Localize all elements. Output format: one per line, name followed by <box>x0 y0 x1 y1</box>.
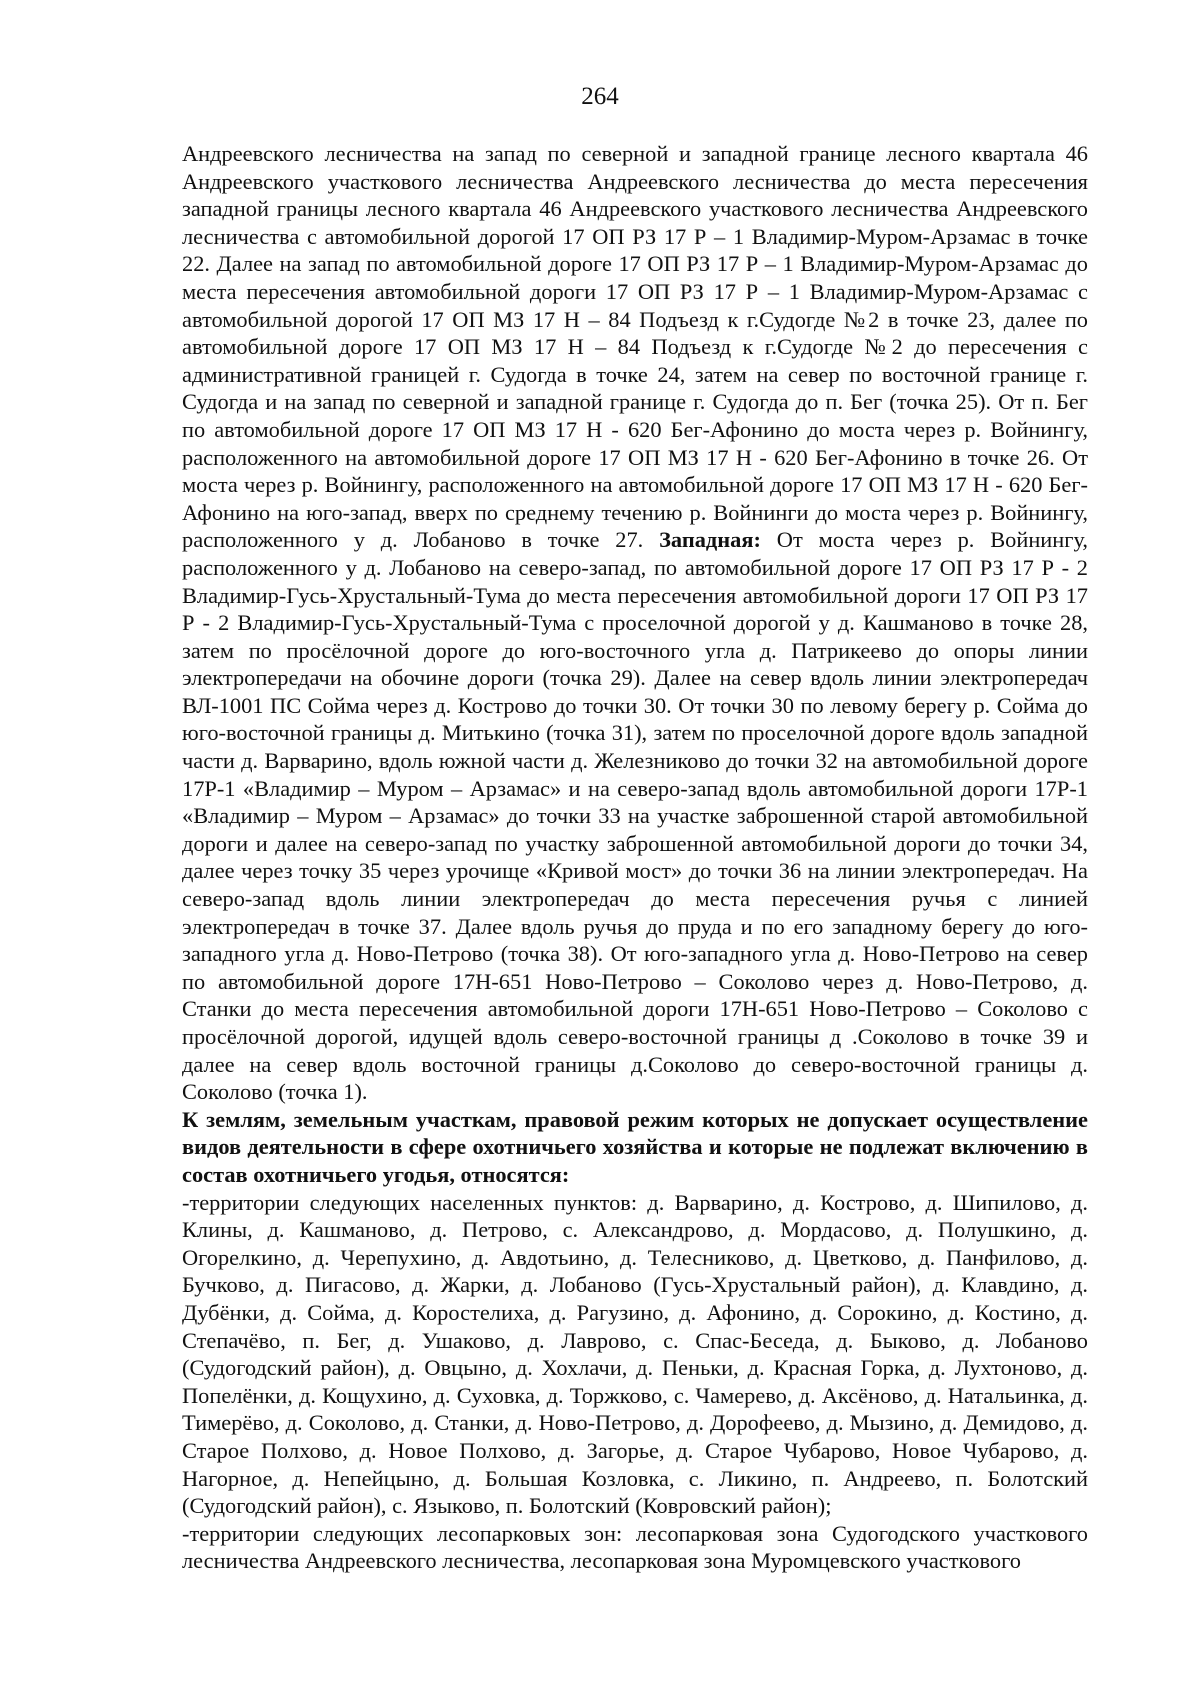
document-body <box>182 140 1088 1575</box>
excluded-lands-heading: К землям, земельным участкам, правовой режим которых не допускает осуществление видов деятельности в сфере охотничьего хозяйства и которые не подлежат включению в состав охотничьего угодья, относятся: <box>182 1106 1088 1187</box>
page-number: 264 <box>581 83 619 110</box>
settlements-list: -территории следующих населенных пунктов: д. Варварино, д. Кострово, д. Шипилово, д. Клины, д. Кашманово, д. Петрово, с. Александрово, д. Мордасово, д. Полушкино, д. Огорелкино, д. Черепухино, д. Авдотьино, д. Телесниково, д. Цветково, д. Панфилово, д. Бучково, д. Пигасово, д. Жарки, д. Лобаново (Гусь-Хрустальный район), д. Клавдино, д. Дубёнки, д. Сойма, д. Коростелиха, д. Рагузино, д. Афонино, д. Сорокино, д. Костино, д. Степачёво, п. Бег, д. Ушаково, д. Лаврово, с. Спас-Беседа, д. Быково, д. Лобаново (Судогодский район), д. Овцыно, д. Хохлачи, д. Пеньки, д. Красная Горка, д. Лухтоново, д. Попелёнки, д. Кощухино, д. Суховка, д. Торжково, с. Чамерево, д. Аксёново, д. Натальинка, д. Тимерёво, д. Соколово, д. Станки, д. Ново-Петрово, д. Дорофеево, д. Мызино, д. Демидово, д. Старое Полхово, д. Новое Полхово, д. Загорье, д. Старое Чубарово, Новое Чубарово, д. Нагорное, д. Непейцыно, д. Большая Козловка, с. Ликино, п. Андреево, п. Болотский (Судогодский район), с. Языково, п. Болотский (Ковровский район); <box>182 1189 1088 1519</box>
boundary-text-part-2: От моста через р. Войнингу, расположенного у д. Лобаново на северо-запад, по автомобильной дороге 17 ОП РЗ 17 Р - 2 Владимир-Гусь-Хрустальный-Тума до места пересечения автомобильной дороги 17 ОП РЗ 17 Р - 2 Владимир-Гусь-Хрустальный-Тума с проселочной дорогой у д. Кашманово в точке 28, затем по просёлочной дороге до юго-восточного угла д. Патрикеево до опоры линии электропередачи на обочине дороги (точка 29). Далее на север вдоль линии электропередач ВЛ-1001 ПС Сойма через д. Кострово до точки 30. От точки 30 по левому берегу р. Сойма до юго-восточной границы д. Митькино (точка 31), затем по проселочной дороге вдоль западной части д. Варварино, вдоль южной части д. Железниково до точки 32 на автомобильной дороге 17Р-1 «Владимир – Муром – Арзамас» и на северо-запад вдоль автомобильной дороги 17Р-1 «Владимир – Муром – Арзамас» до точки 33 на участке заброшенной старой автомобильной дороги и далее на северо-запад по участку заброшенной автомобильной дороги до точки 34, далее через точку 35 через урочище «Кривой мост» до точки 36 на линии электропередач. На северо-запад вдоль линии электропередач до места пересечения ручья с линией электропередач в точке 37. Далее вдоль ручья до пруда и по его западному берегу до юго-западного угла д. Ново-Петрово (точка 38). От юго-западного угла д. Ново-Петрово на север по автомобильной дороге 17Н-651 Ново-Петрово – Соколово через д. Ново-Петрово, д. Станки до места пересечения автомобильной дороги 17Н-651 Ново-Петрово – Соколово с просёлочной дорогой, идущей вдоль северо-восточной границы д .Соколово в точке 39 и далее на север вдоль восточной границы д.Соколово до северо-восточной границы д. Соколово (точка 1). <box>182 527 1089 1105</box>
forest-park-zones: -территории следующих лесопарковых зон: лесопарковая зона Судогодского участкового лесничества Андреевского лесничества, лесопарковая зона Муромцевского участкового <box>182 1520 1088 1574</box>
western-boundary-label: Западная: <box>659 527 761 553</box>
boundary-text-part-1: Андреевского лесничества на запад по северной и западной границе лесного квартала 46 Андреевского участкового лесничества Андреевского лесничества до места пересечения западной границы лесного квартала 46 Андреевского участкового лесничества Андреевского лесничества с автомобильной дорогой 17 ОП РЗ 17 Р – 1 Владимир-Муром-Арзамас в точке 22. Далее на запад по автомобильной дороге 17 ОП РЗ 17 Р – 1 Владимир-Муром-Арзамас до места пересечения автомобильной дороги 17 ОП РЗ 17 Р – 1 Владимир-Муром-Арзамас с автомобильной дорогой 17 ОП МЗ 17 Н – 84 Подъезд к г.Судогде №2 в точке 23, далее по автомобильной дороге 17 ОП МЗ 17 Н – 84 Подъезд к г.Судогде №2 до пересечения с административной границей г. Судогда в точке 24, затем на север по восточной границе г. Судогда и на запад по северной и западной границе г. Судогда до п. Бег (точка 25). От п. Бег по автомобильной дороге 17 ОП МЗ 17 Н - 620 Бег-Афонино до моста через р. Войнингу, расположенного на автомобильной дороге 17 ОП МЗ 17 Н - 620 Бег-Афонино в точке 26. От моста через р. Войнингу, расположенного на автомобильной дороге 17 ОП МЗ 17 Н - 620 Бег-Афонино на юго-запад, вверх по среднему течению р. Войнинги до моста через р. Войнингу, расположенного у д. Лобаново в точке 27. <box>182 141 1088 553</box>
boundary-paragraph <box>182 140 1088 1106</box>
